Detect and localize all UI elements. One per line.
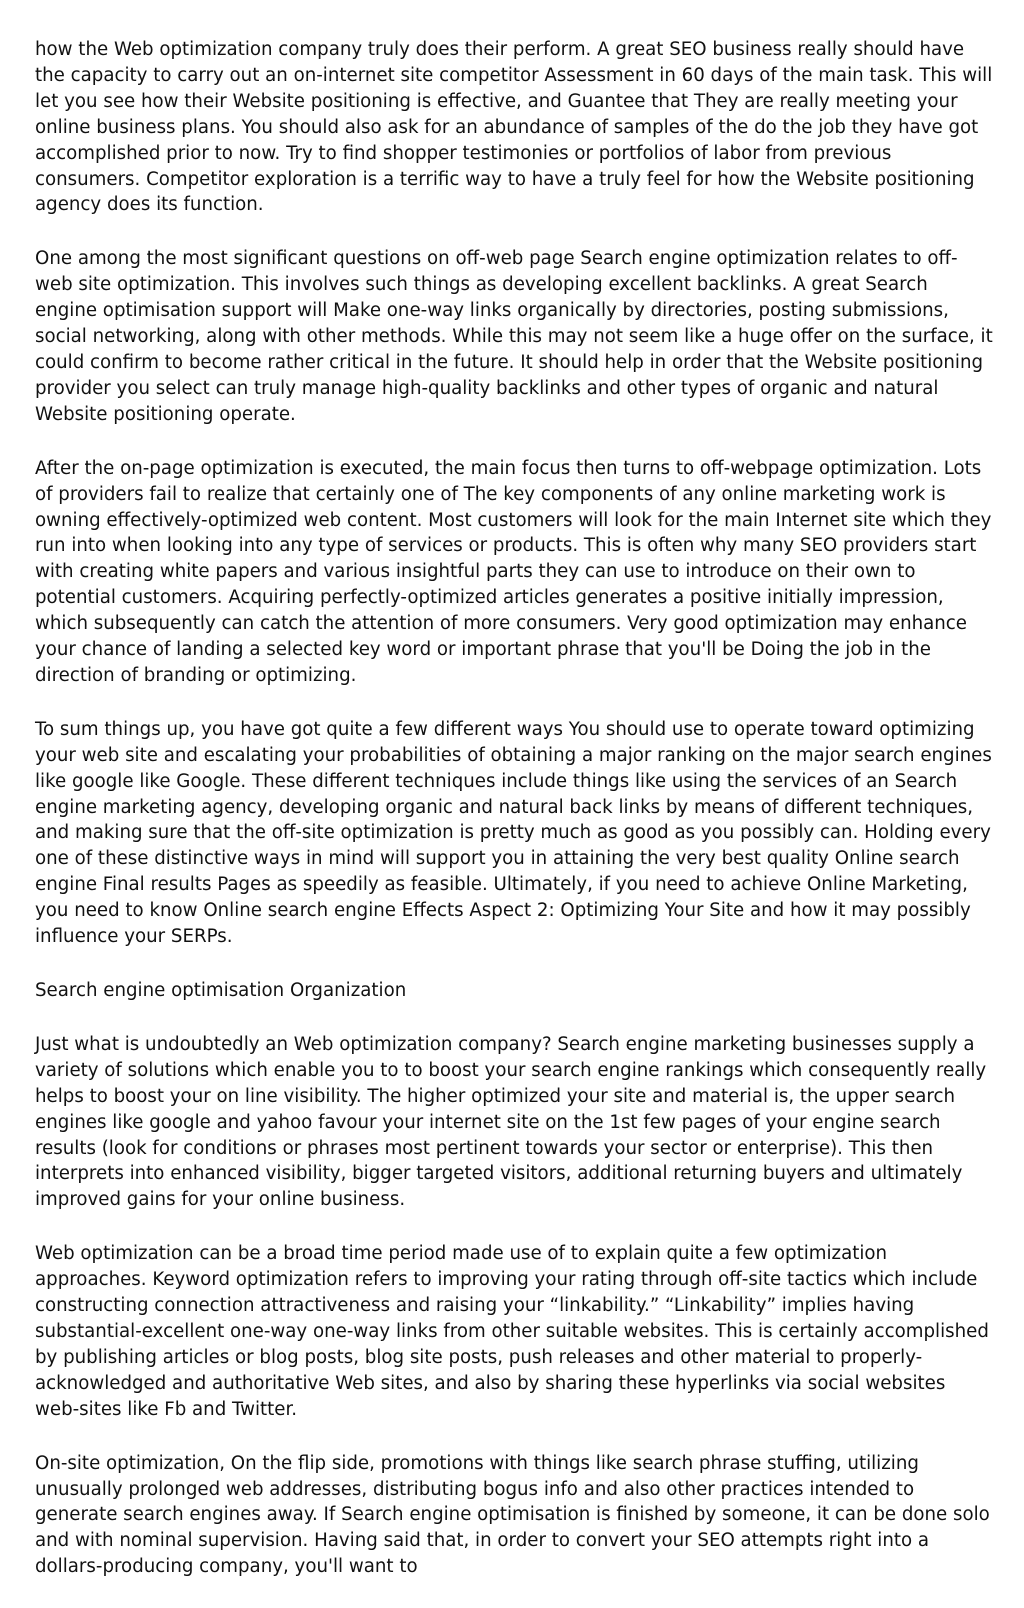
- paragraph-what-is-seo-company: Just what is undoubtedly an Web optimization company? Search engine marketing businesses supply a variety of solutions which enable you to to boost your search engine rankings which consequently really helps to boost your on line visibility. The higher optimized your site and material is, the upper search engines like google and yahoo favour your internet site on the 1st few pages of your engine search results (look for conditions or phrases most pertinent towards your sector or enterprise). This then interprets into enhanced visibility, bigger targeted visitors, additional returning buyers and ultimately improved gains for your online business.: [35, 1033, 987, 1211]
- document-body: [35, 37, 995, 1608]
- section-heading: Search engine optimisation Organization: [35, 980, 407, 1001]
- paragraph-broad-time-period: Web optimization can be a broad time period made use of to explain quite a few optimization approaches. Keyword optimization refers to improving your rating through off-site tactics which include constructing connection attractiveness and raising your “linkability.” “Linkability” implies having substantial-excellent one-way one-way links from other suitable websites. This is certainly accomplished by publishing articles or blog posts, blog site posts, push releases and other material to properly-acknowledged and authoritative Web sites, and also by sharing these hyperlinks via social websites web-sites like Fb and Twitter.: [35, 1243, 989, 1420]
- paragraph-on-site-optimization: On-site optimization, On the flip side, promotions with things like search phrase stuffing, utilizing unusually prolonged web addresses, distributing bogus info and also other practices intended to generate search engines away. If Search engine optimisation is finished by someone, it can be done solo and with nominal supervision. Having said that, in order to convert your SEO attempts right into a dollars-producing company, you'll want to: [35, 1452, 990, 1578]
- paragraph-on-page-optimization: After the on-page optimization is executed, the main focus then turns to off-webpage optimization. Lots of providers fail to realize that certainly one of The key components of any online marketing work is owning effectively-optimized web content. Most customers will look for the main Internet site which they run into when looking into any type of services or products. This is often why many SEO providers start with creating white papers and various insightful parts they can use to introduce on their own to potential customers. Acquiring perfectly-optimized articles generates a positive initially impression, which subsequently can catch the attention of more consumers. Very good optimization may enhance your chance of landing a selected key word or important phrase that you'll be Doing the job in the direction of branding or optimizing.: [35, 457, 992, 686]
- paragraph-off-page-questions: One among the most significant questions on off-web page Search engine optimization relates to off-web site optimization. This involves such things as developing excellent backlinks. A great Search engine optimisation support will Make one-way links organically by directories, posting submissions, social networking, along with other methods. While this may not seem like a huge offer on the surface, it could confirm to become rather critical in the future. It should help in order that the Website positioning provider you select can truly manage high-quality backlinks and other types of organic and natural Website positioning operate.: [35, 248, 993, 425]
- paragraph-sum-things-up: To sum things up, you have got quite a few different ways You should use to operate toward optimizing your web site and escalating your probabilities of obtaining a major ranking on the major search engines like google like Google. These different techniques include things like using the services of an Search engine marketing agency, developing organic and natural back links by means of different techniques, and making sure that the off-site optimization is pretty much as good as you possibly can. Holding every one of these distinctive ways in mind will support you in attaining the very best quality Online search engine Final results Pages as speedily as feasible. Ultimately, if you need to achieve Online Marketing, you need to know Online search engine Effects Aspect 2: Optimizing Your Site and how it may possibly influence your SERPs.: [35, 718, 992, 948]
- paragraph-seo-company-assessment: how the Web optimization company truly does their perform. A great SEO business really should have the capacity to carry out an on-internet site competitor Assessment in 60 days of the main task. This will let you see how their Website positioning is effective, and Guantee that They are really meeting your online business plans. You should also ask for an abundance of samples of the do the job they have got accomplished prior to now. Try to find shopper testimonies or portfolios of labor from previous consumers. Competitor exploration is a terrific way to have a truly feel for how the Website positioning agency does its function.: [35, 39, 993, 216]
